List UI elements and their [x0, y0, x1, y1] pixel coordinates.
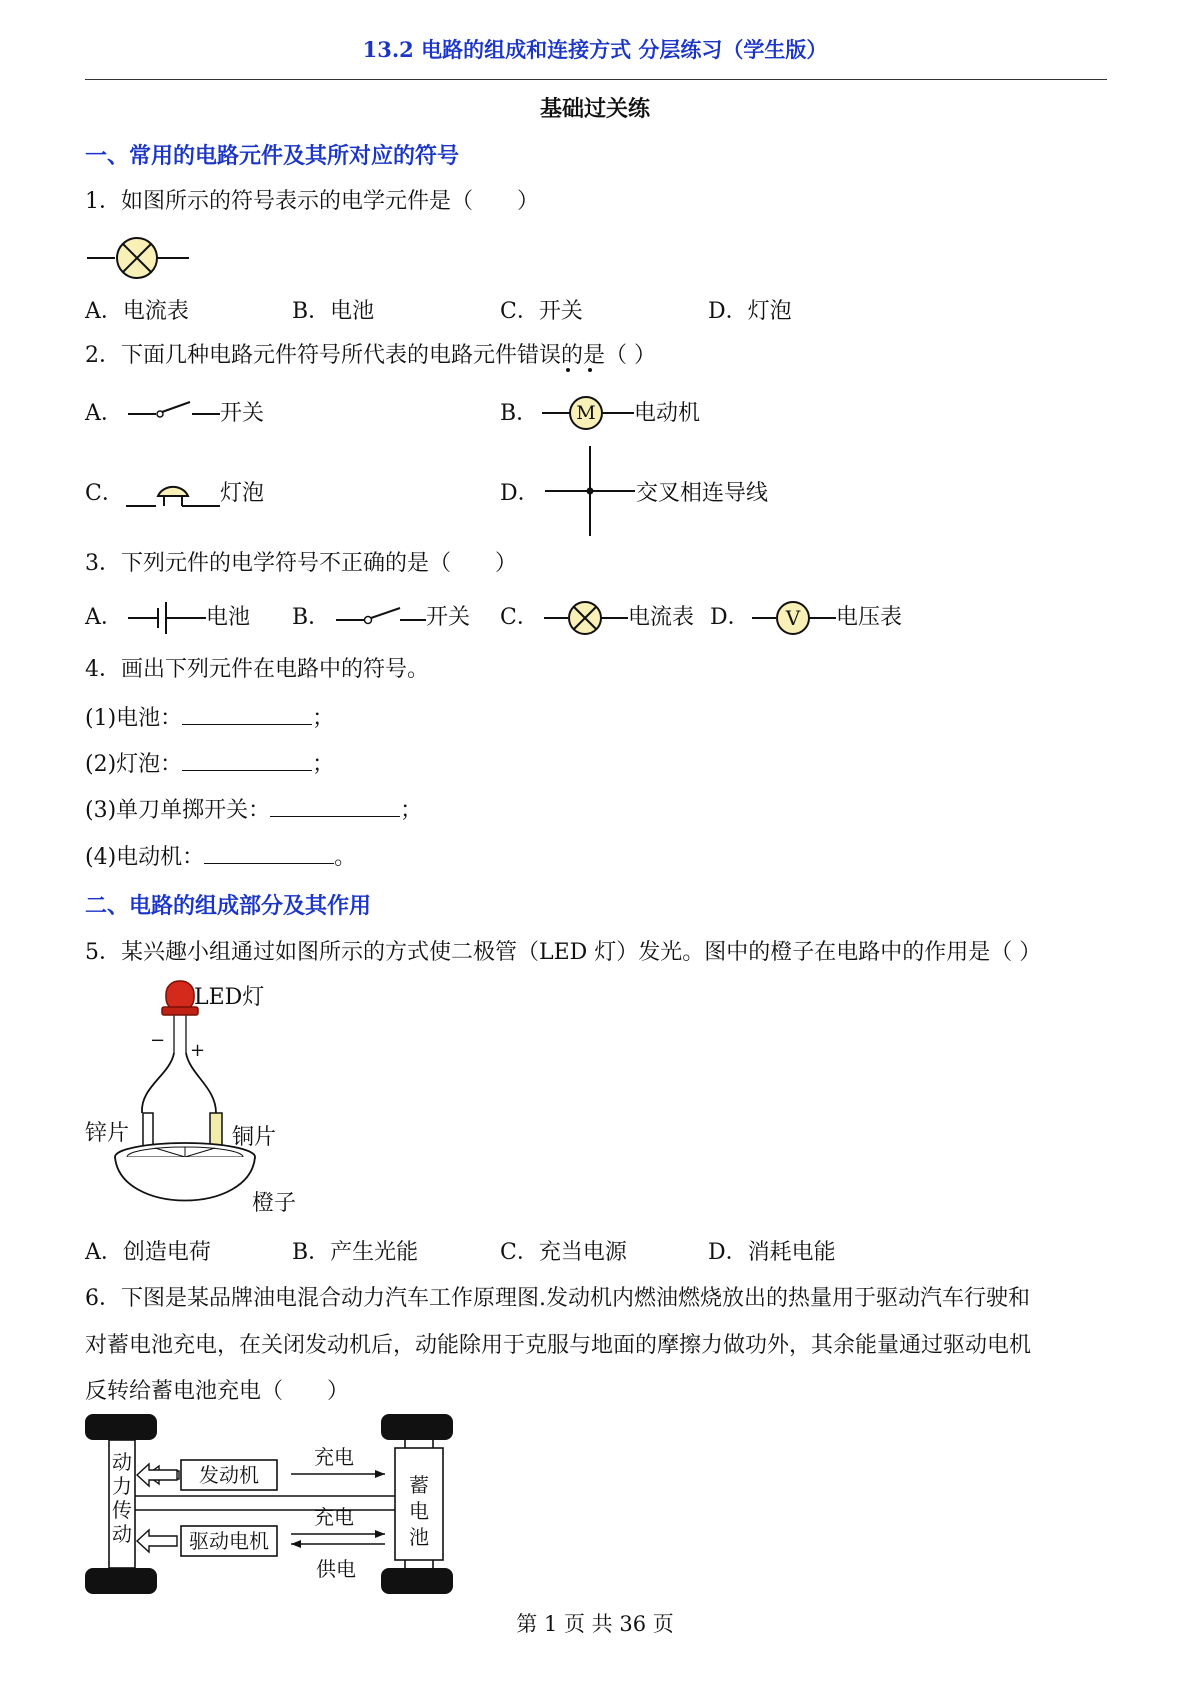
fill-item: [85, 704, 334, 733]
bulb-symbol-icon: [126, 476, 220, 510]
fill-end: ；: [400, 798, 423, 823]
motor-symbol-letter: M: [576, 402, 596, 424]
answer-blank[interactable]: [182, 750, 312, 771]
orange-label: 橙子: [252, 1191, 297, 1216]
option-a[interactable]: [85, 604, 123, 632]
fill-item: [85, 843, 356, 872]
option-letter: C．: [85, 481, 124, 506]
question-stem: 5．某兴趣小组通过如图所示的方式使二极管（LED 灯）发光。图中的橙子在电路中的作用是（ ）: [85, 940, 1042, 965]
question-stem: 6．下图是某品牌油电混合动力汽车工作原理图.发动机内燃油燃烧放出的热量用于驱动汽车行驶和: [85, 1286, 1030, 1311]
answer-blank[interactable]: [270, 796, 400, 817]
option-letter: A．: [85, 401, 123, 426]
battery-char: 池: [409, 1525, 429, 1549]
transmission-char: 力: [112, 1474, 132, 1498]
switch-symbol-icon: [336, 602, 426, 628]
copper-label: 铜片: [232, 1125, 277, 1150]
option-text: 开关: [220, 401, 265, 426]
fill-label: (1)电池：: [85, 706, 183, 731]
option-text: 电流表: [628, 605, 695, 630]
option-text: 灯泡: [220, 481, 265, 506]
question-stem: 对蓄电池充电，在关闭发动机后，动能除用于克服与地面的摩擦力做功外，其余能量通过驱动电机: [85, 1333, 1032, 1358]
option-letter: D．: [500, 481, 540, 506]
option-letter: B．: [500, 401, 539, 426]
battery-char: 电: [409, 1499, 429, 1523]
fill-label: (4)电动机：: [85, 845, 205, 870]
header-divider: [85, 79, 1107, 80]
led-label: LED灯: [194, 985, 265, 1010]
plus-label: +: [190, 1040, 206, 1061]
motor-label: 驱动电机: [189, 1529, 269, 1553]
option-c[interactable]: [85, 480, 124, 508]
transmission-char: 传: [112, 1498, 132, 1522]
question-stem: 3．下列元件的电学符号不正确的是（ ）: [85, 551, 517, 576]
option-letter: A．: [85, 605, 123, 630]
fill-label: (2)灯泡：: [85, 752, 183, 777]
emphasis-dot: [588, 368, 592, 372]
option-d[interactable]: [710, 604, 750, 632]
lamp-symbol-icon: [544, 600, 628, 636]
question-stem: 4．画出下列元件在电路中的符号。: [85, 657, 429, 682]
transmission-char: 动: [112, 1450, 132, 1474]
orange-battery-figure: [110, 975, 320, 1225]
junction-symbol-icon: [545, 446, 635, 536]
option-a[interactable]: [85, 400, 123, 428]
option-letter: C．: [500, 605, 539, 630]
minus-label: −: [150, 1030, 166, 1051]
option-text: 电池: [206, 605, 251, 630]
answer-blank[interactable]: [204, 843, 334, 864]
page-title: 13.2 电路的组成和连接方式 分层练习（学生版）: [362, 37, 828, 62]
option-d[interactable]: D．消耗电能: [708, 1240, 836, 1265]
section-title: 二、电路的组成部分及其作用: [85, 893, 372, 919]
option-d[interactable]: [500, 480, 540, 508]
option-b[interactable]: [500, 400, 538, 428]
battery-char: 蓄: [409, 1473, 429, 1497]
lamp-symbol-icon: [85, 236, 195, 280]
voltmeter-symbol-letter: V: [785, 606, 801, 630]
supply-label: 供电: [316, 1557, 356, 1581]
option-text: 电压表: [836, 605, 903, 630]
transmission-char: 动: [112, 1522, 132, 1546]
option-text: 开关: [426, 605, 471, 630]
option-d[interactable]: D．灯泡: [708, 299, 792, 324]
option-letter: D．: [710, 605, 750, 630]
fill-item: [85, 796, 422, 825]
subtitle: 基础过关练: [539, 96, 650, 122]
option-text: 电动机: [634, 401, 701, 426]
fill-end: ；: [312, 752, 335, 777]
charge-label-bottom: 充电: [314, 1505, 354, 1529]
section-title: 一、常用的电路元件及其所对应的符号: [85, 143, 460, 169]
question-stem: 反转给蓄电池充电（ ）: [85, 1379, 350, 1404]
option-a[interactable]: A．电流表: [85, 299, 189, 324]
option-letter: B．: [292, 605, 331, 630]
engine-label: 发动机: [199, 1463, 259, 1487]
emphasis-dot: [566, 368, 570, 372]
zinc-label: 锌片: [85, 1121, 130, 1146]
switch-symbol-icon: [128, 398, 220, 424]
option-b[interactable]: B．电池: [292, 299, 375, 324]
transmission-label: [109, 1450, 135, 1546]
charge-label-top: 充电: [314, 1445, 354, 1469]
question-stem: 1．如图所示的符号表示的电学元件是（ ）: [85, 189, 539, 214]
fill-item: [85, 750, 334, 779]
battery-label: [395, 1472, 443, 1550]
answer-blank[interactable]: [182, 704, 312, 725]
option-c[interactable]: [500, 604, 539, 632]
option-c[interactable]: C．充当电源: [500, 1240, 627, 1265]
option-b[interactable]: B．产生光能: [292, 1240, 419, 1265]
fill-label: (3)单刀单掷开关：: [85, 798, 271, 823]
page-number: 第 1 页 共 36 页: [516, 1612, 674, 1636]
battery-symbol-icon: [128, 600, 206, 636]
question-stem: 2．下面几种电路元件符号所代表的电路元件错误的是（ ）: [85, 343, 656, 368]
option-text: 交叉相连导线: [636, 481, 769, 506]
option-a[interactable]: A．创造电荷: [85, 1240, 211, 1265]
fill-end: 。: [334, 845, 357, 870]
option-c[interactable]: C．开关: [500, 299, 583, 324]
fill-end: ；: [312, 706, 335, 731]
option-b[interactable]: [292, 604, 330, 632]
